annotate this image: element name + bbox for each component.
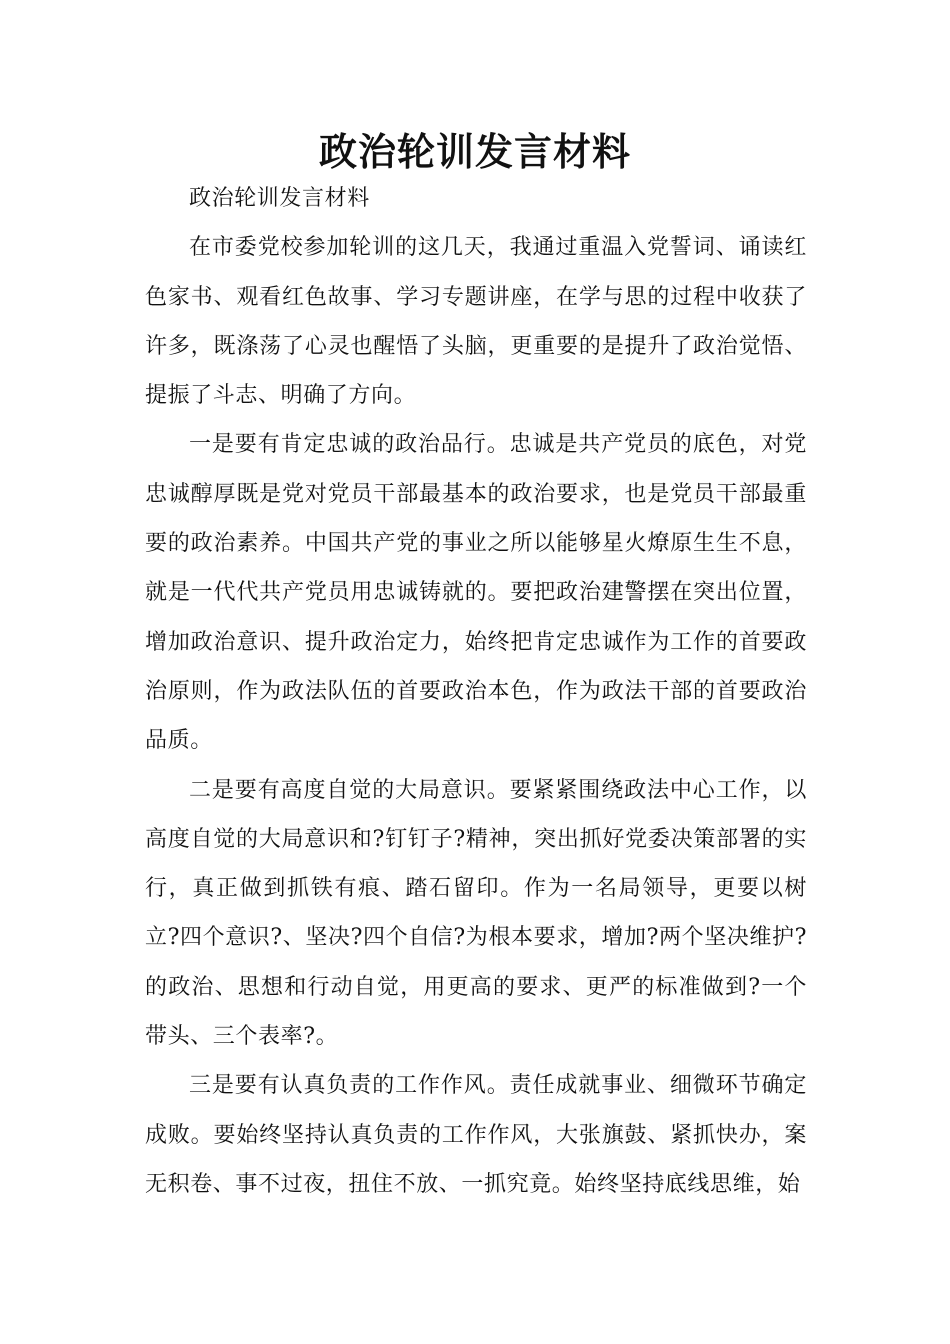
subtitle-paragraph: 政治轮训发言材料 [189, 186, 370, 211]
point-three-paragraph: 三是要有认真负责的工作作风。责任成就事业、细微环节确定成败。要始终坚持认真负责的工作作风，大张旗鼓、紧抓快办，案无积卷、事不过夜，扭住不放、一抓究竟。始终坚持底线思维，始 [145, 1073, 807, 1197]
point-two-paragraph: 二是要有高度自觉的大局意识。要紧紧围绕政法中心工作，以高度自觉的大局意识和?钉钉子?精神，突出抓好党委决策部署的实行，真正做到抓铁有痕、踏石留印。作为一名局领导，更要以树立?四个意识?、坚决?四个自信?为根本要求，增加?两个坚决维护?的政治、思想和行动自觉，用更高的要求、更严的标准做到?一个带头、三个表率?。 [145, 777, 807, 1050]
document-title: 政治轮训发言材料 [318, 129, 631, 174]
document-body [145, 174, 807, 1209]
intro-paragraph: 在市委党校参加轮训的这几天，我通过重温入党誓词、诵读红色家书、观看红色故事、学习专题讲座，在学与思的过程中收获了许多，既涤荡了心灵也醒悟了头脑，更重要的是提升了政治觉悟、提振了斗志、明确了方向。 [145, 235, 807, 409]
point-one-paragraph: 一是要有肯定忠诚的政治品行。忠诚是共产党员的底色，对党忠诚醇厚既是党对党员干部最基本的政治要求，也是党员干部最重要的政治素养。中国共产党的事业之所以能够星火燎原生生不息，就是一代代共产党员用忠诚铸就的。要把政治建警摆在突出位置，增加政治意识、提升政治定力，始终把肯定忠诚作为工作的首要政治原则，作为政法队伍的首要政治本色，作为政法干部的首要政治品质。 [145, 432, 807, 754]
